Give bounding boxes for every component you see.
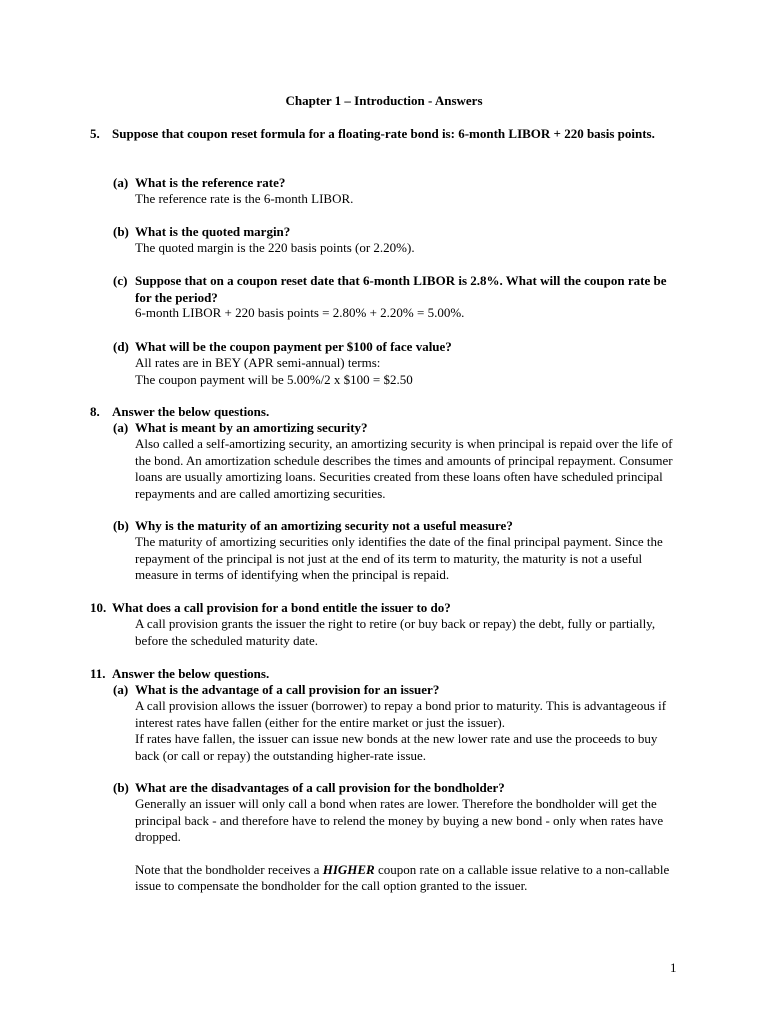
question-8: [90, 404, 690, 421]
question-11a: [113, 682, 678, 699]
sub-label: (d): [113, 339, 129, 354]
question-number: 8.: [90, 404, 100, 419]
note-post: coupon rate on a callable issue relative to a non-callable issue to compensate the bondholder for the call option granted to the issuer.: [135, 861, 670, 893]
question-text: What does a call provision for a bond entitle the issuer to do?: [112, 600, 451, 615]
question-number: 5.: [90, 126, 100, 141]
answer-11b: [135, 796, 680, 895]
question-5c: [113, 273, 678, 306]
sub-question: What is the quoted margin?: [135, 224, 291, 239]
note-emphasis: HIGHER: [322, 861, 375, 877]
answer-5b: [135, 240, 680, 257]
answer-text: The maturity of amortizing securities only identifies the date of the final principal payment. Since the repayment of the principal is not just at the end of its term to maturity, the maturity is not a useful measure in terms of identifying when the principal is repaid.: [135, 534, 663, 582]
answer-5d: [135, 355, 680, 388]
sub-question: What are the disadvantages of a call provision for the bondholder?: [135, 780, 505, 795]
answer-text-1: A call provision allows the issuer (borrower) to repay a bond prior to maturity. This is advantageous if interest rates have fallen (either for the entire market or just the issuer).: [135, 698, 667, 730]
answer-10: [135, 616, 680, 649]
question-5: [90, 126, 690, 143]
sub-label: (b): [113, 780, 129, 795]
answer-text: The reference rate is the 6-month LIBOR.: [135, 191, 354, 206]
question-text: Answer the below questions.: [112, 404, 270, 419]
answer-5c: [135, 305, 680, 322]
sub-question: Suppose that on a coupon reset date that 6-month LIBOR is 2.8%. What will the coupon rate be for the period?: [135, 273, 667, 305]
question-text: Suppose that coupon reset formula for a floating-rate bond is: 6-month LIBOR + 220 basis points.: [112, 126, 655, 141]
answer-text-1: All rates are in BEY (APR semi-annual) terms:: [135, 355, 381, 370]
question-11: [90, 666, 690, 683]
answer-8b: [135, 534, 680, 584]
question-number: 10.: [90, 600, 107, 615]
sub-label: (b): [113, 518, 129, 533]
answer-text: 6-month LIBOR + 220 basis points = 2.80% + 2.20% = 5.00%.: [135, 305, 465, 320]
page-title: Chapter 1 – Introduction - Answers: [285, 93, 483, 108]
sub-question: What will be the coupon payment per $100 of face value?: [135, 339, 452, 354]
question-10: [90, 600, 690, 617]
answer-text-2: The coupon payment will be 5.00%/2 x $100 = $2.50: [135, 371, 413, 387]
question-5b: [113, 224, 678, 241]
sub-label: (b): [113, 224, 129, 239]
sub-label: (c): [113, 273, 128, 288]
sub-question: What is the reference rate?: [135, 175, 286, 190]
answer-11a: [135, 698, 680, 764]
note-paragraph: [135, 862, 680, 895]
answer-text: The quoted margin is the 220 basis points (or 2.20%).: [135, 240, 415, 255]
question-text: Answer the below questions.: [112, 666, 270, 681]
sub-label: (a): [113, 420, 129, 435]
sub-label: (a): [113, 175, 129, 190]
answer-text: Also called a self-amortizing security, an amortizing security is when principal is repaid over the life of the bond. An amortization schedule describes the times and amounts of principal repayment. Consumer loans are usually amortizing loans. Securities created from these loans often have scheduled principal repayments and are called amortizing securities.: [135, 436, 673, 501]
answer-8a: [135, 436, 680, 502]
note-pre: Note that the bondholder receives a: [135, 861, 323, 877]
page-number: 1: [670, 960, 677, 975]
answer-text: A call provision grants the issuer the right to retire (or buy back or repay) the debt, fully or partially, before the scheduled maturity date.: [135, 616, 656, 648]
sub-label: (a): [113, 682, 129, 697]
sub-question: Why is the maturity of an amortizing security not a useful measure?: [135, 518, 513, 533]
answer-5a: [135, 191, 680, 208]
question-8b: [113, 518, 678, 535]
answer-text-2: If rates have fallen, the issuer can issue new bonds at the new lower rate and use the proceeds to buy back (or call or repay) the outstanding higher-rate issue.: [135, 731, 658, 763]
sub-question: What is the advantage of a call provision for an issuer?: [135, 682, 440, 697]
sub-question: What is meant by an amortizing security?: [135, 420, 368, 435]
answer-text-1: Generally an issuer will only call a bond when rates are lower. Therefore the bondholder will get the principal back - and therefore have to relend the money by buying a new bond - only when rates have dropped.: [135, 796, 664, 844]
question-8a: [113, 420, 678, 437]
question-5a: [113, 175, 678, 192]
question-number: 11.: [90, 666, 106, 681]
question-5d: [113, 339, 678, 356]
question-11b: [113, 780, 678, 797]
